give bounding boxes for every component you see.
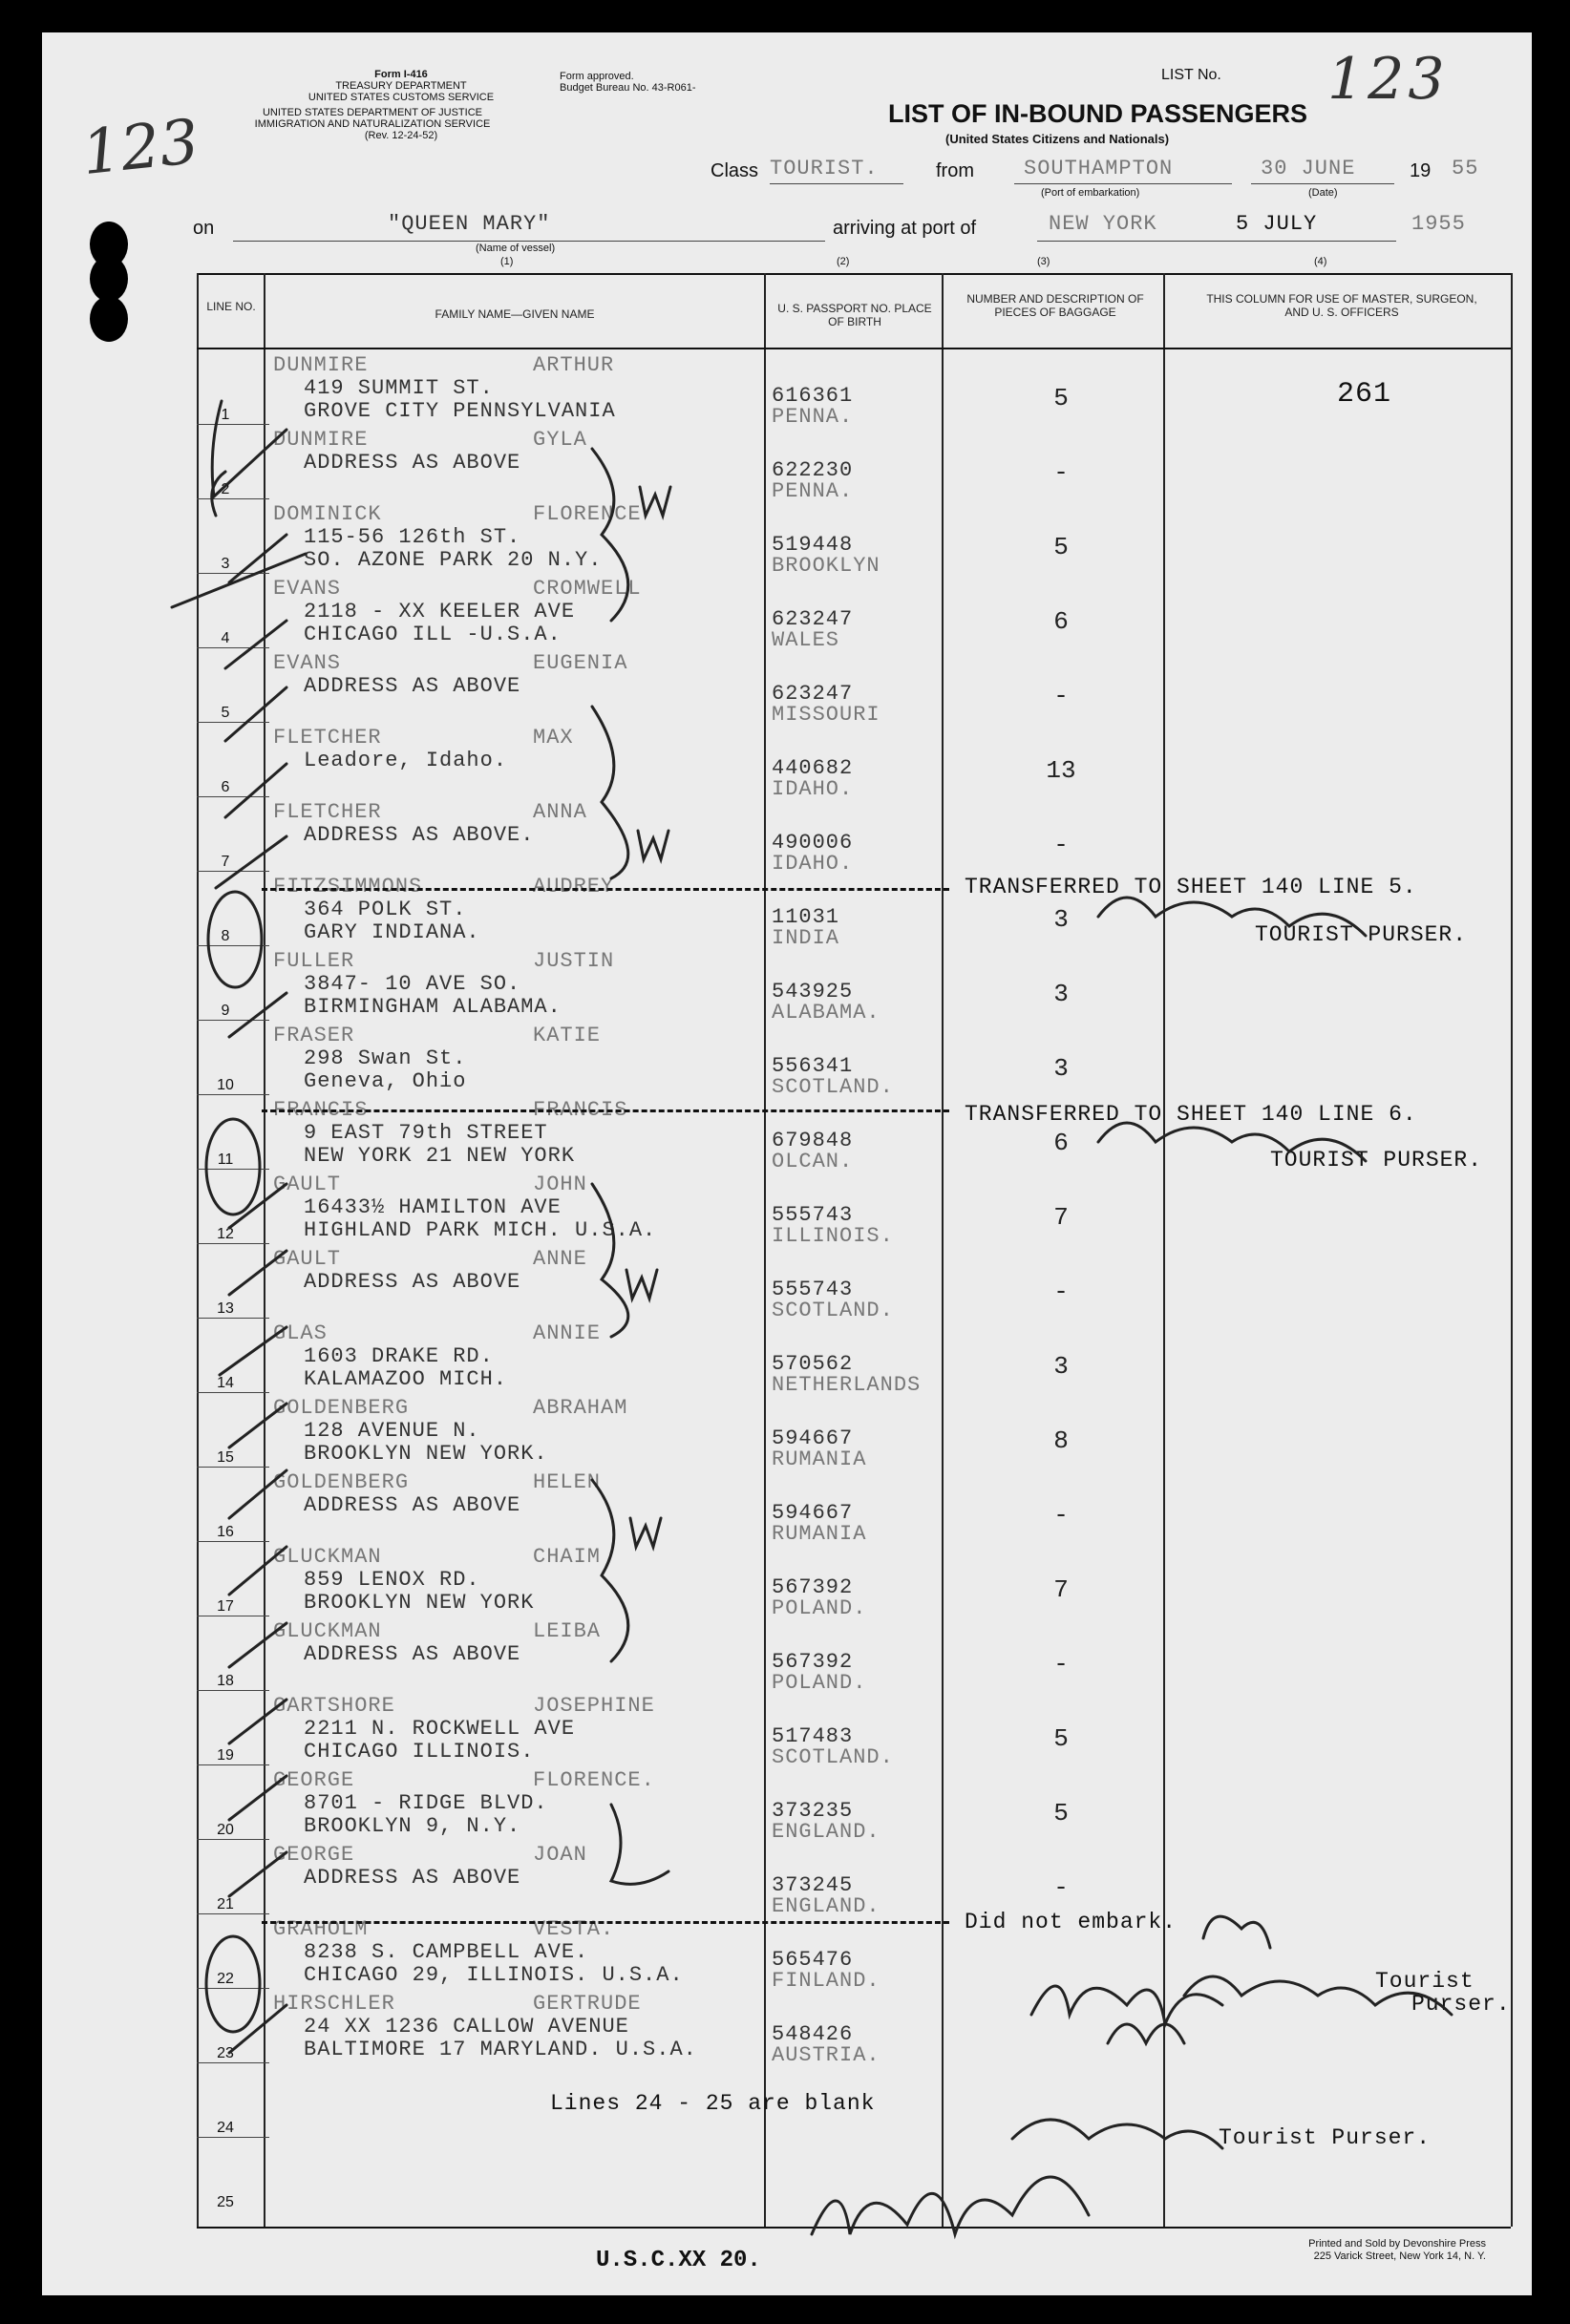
baggage-count: -: [1053, 831, 1069, 859]
check-mark: [212, 401, 286, 496]
arriving-label: arriving at port of: [833, 218, 977, 239]
place-of-birth: BROOKLYN: [772, 554, 880, 578]
family-name: GOLDENBERG: [273, 1396, 410, 1420]
given-name: FLORENCE: [533, 502, 642, 526]
address-line-1: ADDRESS AS ABOVE.: [304, 823, 535, 847]
given-name: ANNIE: [533, 1321, 602, 1345]
address-line-1: 128 AVENUE N.: [304, 1419, 480, 1443]
line-number: 4: [221, 630, 230, 646]
family-name: GOLDENBERG: [273, 1470, 410, 1494]
place-of-birth: ENGLAND.: [772, 1820, 880, 1844]
place-of-birth: POLAND.: [772, 1596, 867, 1620]
family-name: FULLER: [273, 949, 355, 973]
address-line-2: KALAMAZOO MICH.: [304, 1367, 508, 1391]
place-of-birth: RUMANIA: [772, 1522, 867, 1546]
address-line-2: BROOKLYN NEW YORK: [304, 1591, 535, 1615]
given-name: CROMWELL: [533, 577, 642, 601]
baggage-count: -: [1053, 1501, 1069, 1530]
address-line-2: SO. AZONE PARK 20 N.Y.: [304, 548, 603, 572]
caption-4: (4): [1314, 256, 1327, 267]
passport-number: 555743: [772, 1278, 854, 1301]
given-name: JOSEPHINE: [533, 1694, 655, 1718]
tourist-word: Tourist: [1375, 1969, 1475, 1994]
address-line-2: GARY INDIANA.: [304, 920, 480, 944]
passport-number: 11031: [772, 905, 840, 929]
passport-number: 517483: [772, 1724, 854, 1748]
line-number: 19: [217, 1747, 234, 1764]
printer-line-2: 225 Varick Street, New York 14, N. Y.: [1313, 2250, 1486, 2262]
customs-service: UNITED STATES CUSTOMS SERVICE: [308, 92, 495, 103]
header-baggage: NUMBER AND DESCRIPTION OF PIECES OF BAGGAGE: [966, 292, 1144, 319]
passport-number: 622230: [772, 458, 854, 482]
form-approved: Form approved.: [560, 71, 634, 82]
address-line-1: 3847- 10 AVE SO.: [304, 972, 521, 996]
header-name: FAMILY NAME—GIVEN NAME: [435, 307, 595, 321]
baggage-count: -: [1053, 1650, 1069, 1679]
officer-note: 261: [1337, 378, 1392, 411]
place-of-birth: ALABAMA.: [772, 1001, 880, 1025]
embark-port: SOUTHAMPTON: [1024, 157, 1174, 180]
address-line-1: 8238 S. CAMPBELL AVE.: [304, 1940, 589, 1964]
address-line-1: 1603 DRAKE RD.: [304, 1344, 494, 1368]
purser-word: Purser.: [1411, 1992, 1511, 2017]
transfer-note-2: TRANSFERRED TO SHEET 140 LINE 6.: [965, 1102, 1417, 1127]
family-name: DOMINICK: [273, 502, 382, 526]
given-name: JUSTIN: [533, 949, 615, 973]
given-name: MAX: [533, 726, 574, 750]
place-of-birth: AUSTRIA.: [772, 2043, 880, 2067]
family-name: GAULT: [273, 1173, 342, 1196]
given-name: ANNE: [533, 1247, 587, 1271]
line-number: 17: [217, 1598, 234, 1615]
given-name: GERTRUDE: [533, 1992, 642, 2016]
baggage-count: 6: [1053, 1129, 1069, 1157]
place-of-birth: FINLAND.: [772, 1969, 880, 1993]
line-number: 15: [217, 1449, 234, 1466]
passport-number: 616361: [772, 384, 854, 408]
form-subtitle: (United States Citizens and Nationals): [945, 132, 1170, 146]
given-name: JOAN: [533, 1843, 587, 1867]
place-of-birth: POLAND.: [772, 1671, 867, 1695]
family-name: GEORGE: [273, 1768, 355, 1792]
embark-date: 30 JUNE: [1261, 157, 1356, 180]
address-line-2: CHICAGO ILL -U.S.A.: [304, 623, 562, 646]
on-label: on: [193, 218, 215, 239]
family-name: FRANCIS: [273, 1098, 369, 1122]
address-line-2: Geneva, Ohio: [304, 1069, 467, 1093]
line-number: 1: [221, 407, 230, 423]
arrival-year: 1955: [1411, 212, 1466, 236]
passport-number: 548426: [772, 2022, 854, 2046]
usc-code: U.S.C.XX 20.: [596, 2248, 761, 2273]
line-number: 20: [217, 1822, 234, 1838]
caption-2: (2): [837, 256, 850, 267]
baggage-count: -: [1053, 458, 1069, 487]
family-name: FLETCHER: [273, 726, 382, 750]
year-suffix: 55: [1452, 157, 1479, 180]
address-line-1: ADDRESS AS ABOVE: [304, 1642, 521, 1666]
family-name: FITZSIMMONS: [273, 875, 423, 898]
address-line-1: 24 XX 1236 CALLOW AVENUE: [304, 2015, 629, 2039]
line-number: 18: [217, 1673, 234, 1689]
place-of-birth: PENNA.: [772, 479, 854, 503]
vessel-caption: (Name of vessel): [476, 243, 556, 254]
family-name: EVANS: [273, 651, 342, 675]
baggage-count: 3: [1053, 1352, 1069, 1381]
place-of-birth: ILLINOIS.: [772, 1224, 894, 1248]
address-line-1: 2118 - XX KEELER AVE: [304, 600, 576, 623]
passport-number: 623247: [772, 682, 854, 706]
address-line-1: ADDRESS AS ABOVE: [304, 674, 521, 698]
baggage-count: 5: [1053, 533, 1069, 561]
line-number: 21: [217, 1896, 234, 1912]
address-line-1: 2211 N. ROCKWELL AVE: [304, 1717, 576, 1741]
baggage-count: 3: [1053, 980, 1069, 1008]
line-number: 8: [221, 928, 230, 944]
place-of-birth: MISSOURI: [772, 703, 880, 727]
address-line-1: ADDRESS AS ABOVE: [304, 1493, 521, 1517]
from-label: from: [936, 160, 974, 181]
place-of-birth: INDIA: [772, 926, 840, 950]
address-line-2: CHICAGO ILLINOIS.: [304, 1740, 535, 1764]
line-number: 22: [217, 1971, 234, 1987]
line-number: 12: [217, 1226, 234, 1242]
passport-number: 567392: [772, 1575, 854, 1599]
passport-number: 594667: [772, 1426, 854, 1450]
printer-line-1: Printed and Sold by Devonshire Press: [1308, 2238, 1486, 2250]
baggage-count: -: [1053, 1873, 1069, 1902]
address-line-2: NEW YORK 21 NEW YORK: [304, 1144, 576, 1168]
address-line-2: BROOKLYN 9, N.Y.: [304, 1814, 521, 1838]
caption-1: (1): [500, 256, 514, 267]
family-name: GLUCKMAN: [273, 1545, 382, 1569]
family-name: FRASER: [273, 1024, 355, 1047]
form-title: LIST OF IN-BOUND PASSENGERS: [888, 99, 1308, 128]
baggage-count: 7: [1053, 1203, 1069, 1232]
line-number: 16: [217, 1524, 234, 1540]
address-line-1: ADDRESS AS ABOVE: [304, 1866, 521, 1890]
passport-number: 543925: [772, 980, 854, 1004]
family-name: HIRSCHLER: [273, 1992, 395, 2016]
passport-number: 565476: [772, 1948, 854, 1972]
passport-number: 519448: [772, 533, 854, 557]
line-number: 10: [217, 1077, 234, 1093]
place-of-birth: RUMANIA: [772, 1447, 867, 1471]
place-of-birth: IDAHO.: [772, 852, 854, 876]
budget-bureau: Budget Bureau No. 43-R061-: [560, 82, 696, 94]
passport-number: 555743: [772, 1203, 854, 1227]
line-number: 14: [217, 1375, 234, 1391]
family-name: GLAS: [273, 1321, 328, 1345]
baggage-count: 13: [1046, 756, 1076, 785]
place-of-birth: IDAHO.: [772, 777, 854, 801]
list-no-label: LIST No.: [1161, 67, 1221, 83]
line-number: 2: [221, 481, 230, 497]
address-line-1: 115-56 126th ST.: [304, 525, 521, 549]
passport-number: 623247: [772, 607, 854, 631]
form-revision: (Rev. 12-24-52): [364, 130, 438, 141]
baggage-count: 5: [1053, 384, 1069, 412]
place-of-birth: OLCAN.: [772, 1150, 854, 1173]
justice-dept: UNITED STATES DEPARTMENT OF JUSTICE: [262, 107, 482, 118]
line-number: 3: [221, 556, 230, 572]
family-name: FLETCHER: [273, 800, 382, 824]
passport-number: 556341: [772, 1054, 854, 1078]
baggage-count: 3: [1053, 1054, 1069, 1083]
passport-number: 567392: [772, 1650, 854, 1674]
line-number: 23: [217, 2045, 234, 2061]
passport-number: 440682: [772, 756, 854, 780]
given-name: JOHN: [533, 1173, 587, 1196]
given-name: KATIE: [533, 1024, 602, 1047]
tourist-purser-3: Tourist Purser.: [1219, 2125, 1432, 2150]
line-number: 13: [217, 1300, 234, 1317]
line-number: 24: [217, 2120, 234, 2136]
passport-number: 570562: [772, 1352, 854, 1376]
arrival-port: NEW YORK: [1049, 212, 1157, 236]
blank-lines-note: Lines 24 - 25 are blank: [550, 2091, 876, 2116]
baggage-count: 8: [1053, 1426, 1069, 1455]
list-no-handwritten: 123: [1327, 46, 1449, 113]
class-label: Class: [711, 160, 759, 181]
tourist-purser-1: TOURIST PURSER.: [1255, 922, 1468, 947]
family-name: GRAHOLM: [273, 1917, 369, 1941]
family-name: GLUCKMAN: [273, 1619, 382, 1643]
passport-number: 594667: [772, 1501, 854, 1525]
line-number: 6: [221, 779, 230, 795]
address-line-1: ADDRESS AS ABOVE: [304, 1270, 521, 1294]
address-line-2: CHICAGO 29, ILLINOIS. U.S.A.: [304, 1963, 684, 1987]
port-caption: (Port of embarkation): [1041, 187, 1140, 199]
treasury-dept: TREASURY DEPARTMENT: [335, 80, 467, 92]
baggage-count: 3: [1053, 905, 1069, 934]
year-prefix: 19: [1410, 160, 1432, 181]
transfer-note-1: TRANSFERRED TO SHEET 140 LINE 5.: [965, 875, 1417, 899]
address-line-2: HIGHLAND PARK MICH. U.S.A.: [304, 1218, 657, 1242]
address-line-1: 16433½ HAMILTON AVE: [304, 1195, 562, 1219]
given-name: ANNA: [533, 800, 587, 824]
baggage-count: 6: [1053, 607, 1069, 636]
line-number: 5: [221, 705, 230, 721]
baggage-count: -: [1053, 1278, 1069, 1306]
family-name: EVANS: [273, 577, 342, 601]
family-name: DUNMIRE: [273, 353, 369, 377]
baggage-count: 5: [1053, 1799, 1069, 1828]
given-name: AUDREY: [533, 875, 615, 898]
line-number: 11: [217, 1151, 234, 1168]
line-number: 7: [221, 854, 230, 870]
place-of-birth: SCOTLAND.: [772, 1299, 894, 1322]
family-name: GEORGE: [273, 1843, 355, 1867]
vessel-name: "QUEEN MARY": [388, 212, 551, 236]
address-line-1: ADDRESS AS ABOVE: [304, 451, 521, 475]
place-of-birth: SCOTLAND.: [772, 1745, 894, 1769]
address-line-1: 419 SUMMIT ST.: [304, 376, 494, 400]
given-name: VESTA.: [533, 1917, 615, 1941]
address-line-1: 298 Swan St.: [304, 1046, 467, 1070]
address-line-2: BROOKLYN NEW YORK.: [304, 1442, 548, 1466]
line-number: 9: [221, 1003, 230, 1019]
arrival-date: 5 JULY: [1236, 212, 1318, 236]
given-name: EUGENIA: [533, 651, 628, 675]
address-line-1: Leadore, Idaho.: [304, 749, 508, 772]
date-caption: (Date): [1308, 187, 1338, 199]
place-of-birth: NETHERLANDS: [772, 1373, 922, 1397]
given-name: ABRAHAM: [533, 1396, 628, 1420]
address-line-1: 859 LENOX RD.: [304, 1568, 480, 1592]
passport-number: 490006: [772, 831, 854, 855]
ins-service: IMMIGRATION AND NATURALIZATION SERVICE: [254, 118, 491, 130]
line-number: 25: [217, 2194, 234, 2210]
place-of-birth: SCOTLAND.: [772, 1075, 894, 1099]
given-name: ARTHUR: [533, 353, 615, 377]
given-name: HELEN: [533, 1470, 602, 1494]
passport-number: 373235: [772, 1799, 854, 1823]
address-line-1: 8701 - RIDGE BLVD.: [304, 1791, 548, 1815]
place-of-birth: ENGLAND.: [772, 1894, 880, 1918]
address-line-2: GROVE CITY PENNSYLVANIA: [304, 399, 616, 423]
family-name: GARTSHORE: [273, 1694, 395, 1718]
given-name: LEIBA: [533, 1619, 602, 1643]
did-not-embark-note: Did not embark.: [965, 1910, 1178, 1934]
passport-number: 373245: [772, 1873, 854, 1897]
tourist-purser-2: TOURIST PURSER.: [1270, 1148, 1483, 1173]
baggage-count: 7: [1053, 1575, 1069, 1604]
given-name: FRANCIS: [533, 1098, 628, 1122]
given-name: CHAIM: [533, 1545, 602, 1569]
margin-number-handwritten: 123: [78, 106, 202, 190]
given-name: GYLA: [533, 428, 587, 452]
address-line-1: 364 POLK ST.: [304, 898, 467, 921]
place-of-birth: PENNA.: [772, 405, 854, 429]
family-name: GAULT: [273, 1247, 342, 1271]
address-line-2: BIRMINGHAM ALABAMA.: [304, 995, 562, 1019]
family-name: DUNMIRE: [273, 428, 369, 452]
form-number: Form I-416: [374, 69, 428, 80]
baggage-count: 5: [1053, 1724, 1069, 1753]
header-passport: U. S. PASSPORT NO. PLACE OF BIRTH: [777, 302, 932, 328]
header-officers: THIS COLUMN FOR USE OF MASTER, SURGEON, AND U. S. OFFICERS: [1206, 292, 1477, 319]
caption-3: (3): [1037, 256, 1050, 267]
place-of-birth: WALES: [772, 628, 840, 652]
header-line-no: LINE NO.: [206, 300, 256, 313]
class-value: TOURIST.: [770, 157, 879, 180]
passport-number: 679848: [772, 1129, 854, 1152]
address-line-1: 9 EAST 79th STREET: [304, 1121, 548, 1145]
baggage-count: -: [1053, 682, 1069, 710]
address-line-2: BALTIMORE 17 MARYLAND. U.S.A.: [304, 2038, 697, 2061]
given-name: FLORENCE.: [533, 1768, 655, 1792]
